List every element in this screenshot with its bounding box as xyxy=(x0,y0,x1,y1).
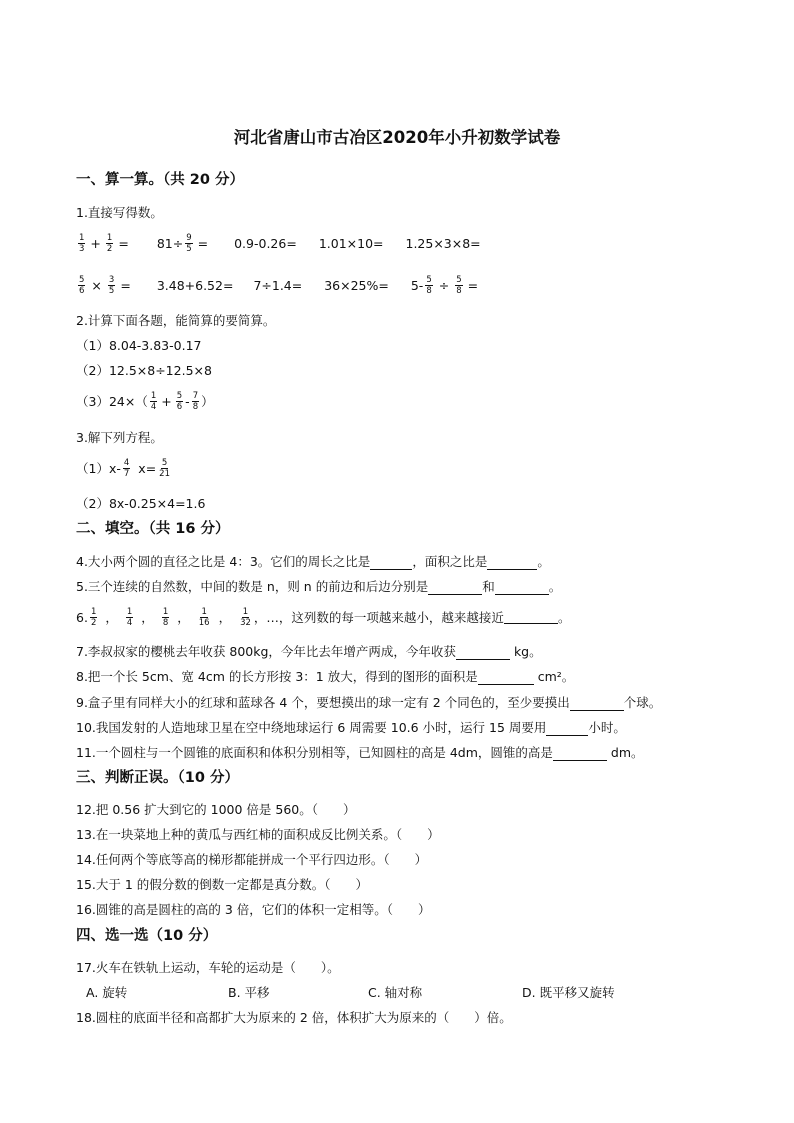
q17-option-b[interactable]: B. 平移 xyxy=(228,985,270,1000)
q7 xyxy=(76,642,542,660)
answer-blank[interactable] xyxy=(370,556,412,570)
comma: ， xyxy=(177,610,190,625)
q1-row-1 xyxy=(76,230,481,256)
q5-text: 5.三个连续的自然数，中间的数是 n，则 n 的前边和后边分别是 xyxy=(76,579,429,594)
plus-sign: + xyxy=(161,393,172,409)
fraction: $\frac{1}{16}$ xyxy=(198,606,210,628)
comma: ， xyxy=(218,610,232,625)
expression: 0.9-0.26= xyxy=(234,235,297,251)
q8 xyxy=(76,667,574,685)
q2-c xyxy=(76,388,214,414)
q3-a xyxy=(76,454,173,482)
fraction: $\frac{1}{2}$ xyxy=(106,232,113,254)
q18: 18.圆柱的底面半径和高都扩大为原来的 2 倍，体积扩大为原来的（ ）倍。 xyxy=(76,1010,512,1025)
answer-blank[interactable] xyxy=(428,581,482,595)
divide-sign: ÷ xyxy=(438,277,450,293)
q6 xyxy=(76,603,570,631)
q2-b: （2）12.5×8÷12.5×8 xyxy=(76,363,212,378)
fraction: $\frac{7}{8}$ xyxy=(192,390,199,412)
times-sign: × xyxy=(91,277,102,293)
q7-text: kg。 xyxy=(513,644,542,659)
q11 xyxy=(76,743,644,761)
answer-blank[interactable] xyxy=(570,697,624,711)
q16: 16.圆锥的高是圆柱的高的 3 倍，它们的体积一定相等。（ ） xyxy=(76,902,431,917)
q17-option-d[interactable]: D. 既平移又旋转 xyxy=(522,985,615,1000)
q10-text: 小时。 xyxy=(588,720,626,735)
q11-text: 11.一个圆柱与一个圆锥的底面积和体积分别相等，已知圆柱的高是 4dm，圆锥的高是 xyxy=(76,745,553,760)
q11-text: dm。 xyxy=(610,745,644,760)
section-4-heading: 四、选一选（10 分） xyxy=(76,928,218,944)
section-3-heading: 三、判断正误。（10 分） xyxy=(76,770,239,786)
fraction: $\frac{5}{6}$ xyxy=(176,390,183,412)
answer-blank[interactable] xyxy=(495,581,549,595)
fraction: $\frac{1}{2}$ xyxy=(90,606,97,628)
equals-sign: = xyxy=(118,235,129,251)
q3-b: （2）8x-0.25×4=1.6 xyxy=(76,496,206,511)
q15: 15.大于 1 的假分数的倒数一定都是真分数。（ ） xyxy=(76,877,369,892)
fraction: $\frac{9}{5}$ xyxy=(186,232,192,254)
q7-text: 7.李叔叔家的樱桃去年收获 800kg，今年比去年增产两成，今年收获 xyxy=(76,644,456,659)
q6-text: 6. xyxy=(76,609,88,625)
q17-option-a[interactable]: A. 旋转 xyxy=(86,985,128,1000)
q4-text: 4.大小两个圆的直径之比是 4：3。它们的周长之比是 xyxy=(76,554,371,569)
q4-text: ，面积之比是 xyxy=(412,554,488,569)
q4 xyxy=(76,552,550,570)
expression: 1.25×3×8= xyxy=(405,235,481,251)
expression: 1.01×10= xyxy=(318,235,384,251)
q6-text: 。 xyxy=(557,610,571,625)
answer-blank[interactable] xyxy=(487,556,537,570)
fraction: $\frac{4}{7}$ xyxy=(123,457,130,479)
comma: ， xyxy=(141,610,154,625)
expression: （1）x- xyxy=(76,461,121,476)
fraction: $\frac{1}{3}$ xyxy=(79,232,85,254)
q5 xyxy=(76,577,561,595)
q1-row-2 xyxy=(76,272,478,298)
q10 xyxy=(76,718,626,736)
section-1-heading: 一、算一算。（共 20 分） xyxy=(76,172,245,188)
q9-text: 9.盒子里有同样大小的红球和蓝球各 4 个，要想摸出的球一定有 2 个同色的，至少要摸出 xyxy=(76,695,570,710)
expression: 5- xyxy=(410,277,424,293)
expression: x= xyxy=(138,460,157,476)
q6-text: ，…，这列数的每一项越来越小，越来越接近 xyxy=(253,610,504,625)
fraction: $\frac{5}{8}$ xyxy=(456,274,462,296)
answer-blank[interactable] xyxy=(553,747,607,761)
q12: 12.把 0.56 扩大到它的 1000 倍是 560。（ ） xyxy=(76,802,356,817)
expression: ） xyxy=(201,394,214,409)
expression: 36×25%= xyxy=(324,277,389,293)
minus-sign: - xyxy=(185,393,190,409)
comma: ， xyxy=(105,610,118,625)
answer-blank[interactable] xyxy=(504,610,558,624)
q5-text: 。 xyxy=(548,579,562,594)
q13: 13.在一块菜地上种的黄瓜与西红柿的面积成反比例关系。（ ） xyxy=(76,827,440,842)
q14: 14.任何两个等底等高的梯形都能拼成一个平行四边形。（ ） xyxy=(76,852,428,867)
q17-option-c[interactable]: C. 轴对称 xyxy=(368,985,423,1000)
expression: （3）24×（ xyxy=(76,394,148,409)
answer-blank[interactable] xyxy=(478,671,534,685)
fraction: $\frac{5}{21}$ xyxy=(159,457,170,479)
q2-stem: 2.计算下面各题，能简算的要简算。 xyxy=(76,313,276,328)
q5-text: 和 xyxy=(482,579,495,594)
answer-blank[interactable] xyxy=(456,646,510,660)
fraction: $\frac{3}{5}$ xyxy=(108,274,115,296)
q8-text: 8.把一个长 5cm、宽 4cm 的长方形按 3：1 放大，得到的图形的面积是 xyxy=(76,669,478,684)
answer-blank[interactable] xyxy=(546,722,588,736)
q3-stem: 3.解下列方程。 xyxy=(76,430,163,445)
fraction: $\frac{1}{4}$ xyxy=(150,390,157,412)
equals-sign: = xyxy=(120,277,131,293)
expression: 7÷1.4= xyxy=(253,277,303,293)
fraction: $\frac{1}{8}$ xyxy=(162,606,169,628)
plus-sign: + xyxy=(90,235,101,251)
q1-stem: 1.直接写得数。 xyxy=(76,205,163,220)
expression: 81÷ xyxy=(156,235,184,251)
fraction: $\frac{5}{8}$ xyxy=(426,274,432,296)
q9 xyxy=(76,693,661,711)
q10-text: 10.我国发射的人造地球卫星在空中绕地球运行 6 周需要 10.6 小时，运行 15 周要用 xyxy=(76,720,547,735)
paper-title: 河北省唐山市古冶区2020年小升初数学试卷 xyxy=(233,128,561,147)
equals-sign: = xyxy=(197,235,209,251)
expression: 3.48+6.52= xyxy=(156,277,234,293)
section-2-heading: 二、填空。（共 16 分） xyxy=(76,521,230,537)
q2-a: （1）8.04-3.83-0.17 xyxy=(76,338,202,353)
q4-text: 。 xyxy=(537,554,550,569)
q9-text: 个球。 xyxy=(623,695,662,710)
equals-sign: = xyxy=(467,277,479,293)
fraction: $\frac{1}{4}$ xyxy=(126,606,133,628)
fraction: $\frac{5}{6}$ xyxy=(79,274,85,296)
q17-stem: 17.火车在铁轨上运动，车轮的运动是（ ）。 xyxy=(76,960,340,975)
fraction: $\frac{1}{32}$ xyxy=(240,606,251,628)
q8-text: cm²。 xyxy=(537,669,575,684)
